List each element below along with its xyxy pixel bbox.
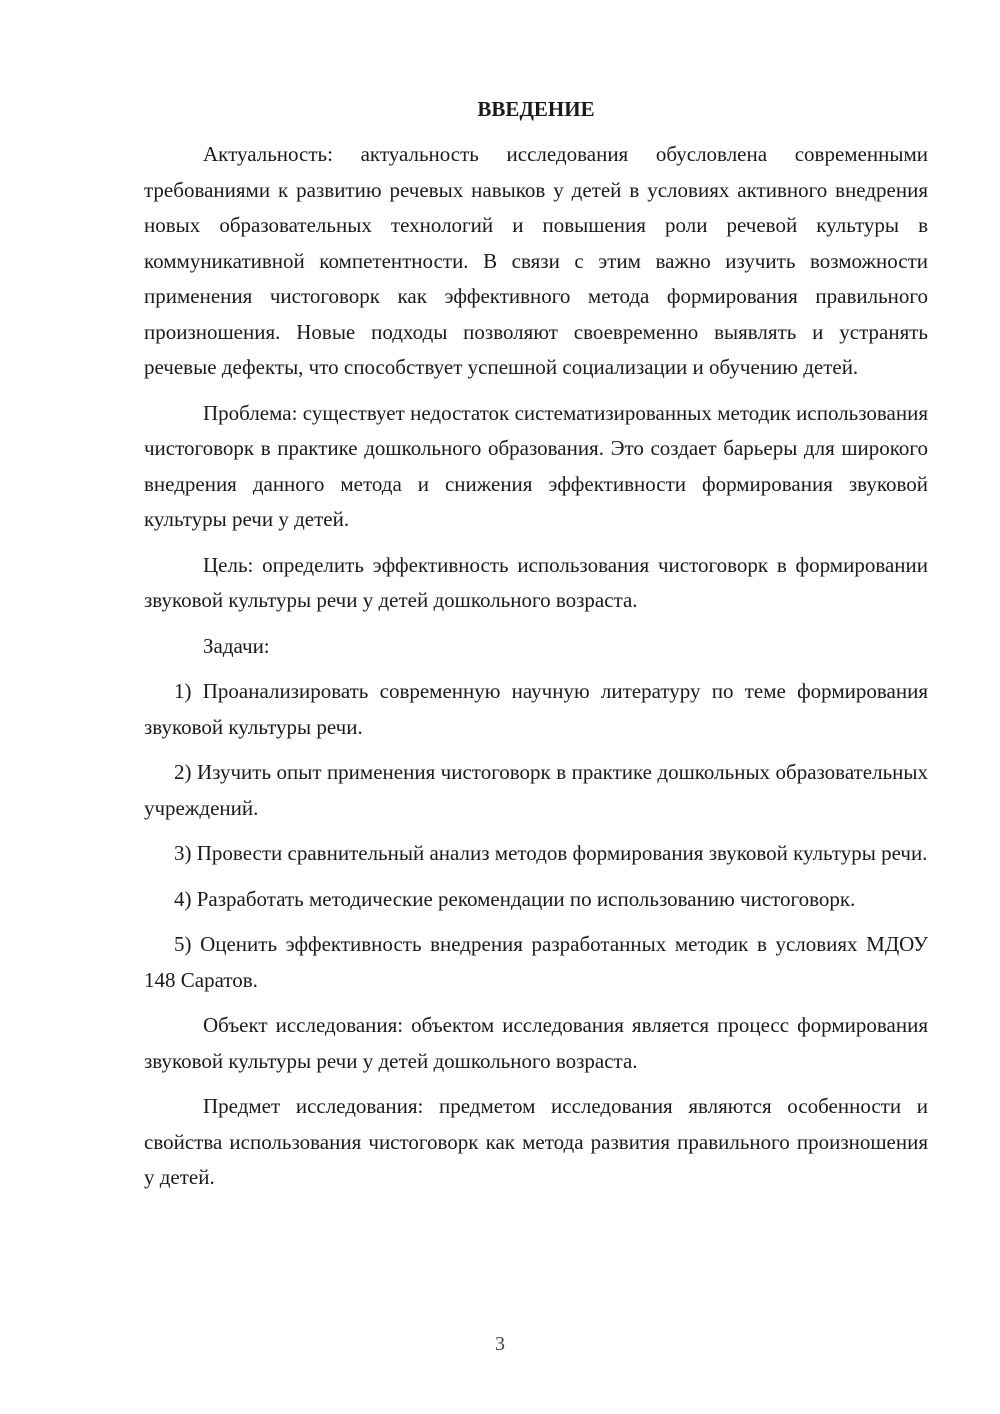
subject-paragraph: Предмет исследования: предметом исследования являются особенности и свойства использования чистоговорк как метода развития правильного произношения у детей. (144, 1094, 928, 1189)
task-item: 4) Разработать методические рекомендации по использованию чистоговорк. (174, 886, 856, 911)
page-number: 3 (495, 1333, 505, 1355)
task-item: 1) Проанализировать современную научную литературу по теме формирования звуковой культуры речи. (144, 679, 928, 739)
relevance-paragraph: Актуальность: актуальность исследования обусловлена современными требованиями к развитию речевых навыков у детей в условиях активного внедрения новых образовательных технологий и повышения роли речевой культуры в коммуникативной компетентности. В связи с этим важно изучить возможности применения чистоговорк как эффективного метода формирования правильного произношения. Новые подходы позволяют своевременно выявлять и устранять речевые дефекты, что способствует успешной социализации и обучению детей. (144, 142, 928, 379)
tasks-label: Задачи: (203, 633, 270, 658)
task-item: 5) Оценить эффективность внедрения разработанных методик в условиях МДОУ 148 Саратов. (144, 932, 928, 992)
goal-paragraph: Цель: определить эффективность использования чистоговорк в формировании звуковой культуры речи у детей дошкольного возраста. (144, 552, 928, 612)
object-paragraph: Объект исследования: объектом исследования является процесс формирования звуковой культуры речи у детей дошкольного возраста. (144, 1013, 928, 1073)
task-item: 3) Провести сравнительный анализ методов формирования звуковой культуры речи. (174, 841, 928, 865)
section-heading: ВВЕДЕНИЕ (477, 97, 595, 121)
problem-paragraph: Проблема: существует недостаток систематизированных методик использования чистоговорк в практике дошкольного образования. Это создает барьеры для широкого внедрения данного метода и снижения эффективности формирования звуковой культуры речи у детей. (144, 400, 928, 531)
document-page (144, 92, 928, 1206)
task-item: 2) Изучить опыт применения чистоговорк в практике дошкольных образовательных учреждений. (144, 760, 928, 820)
